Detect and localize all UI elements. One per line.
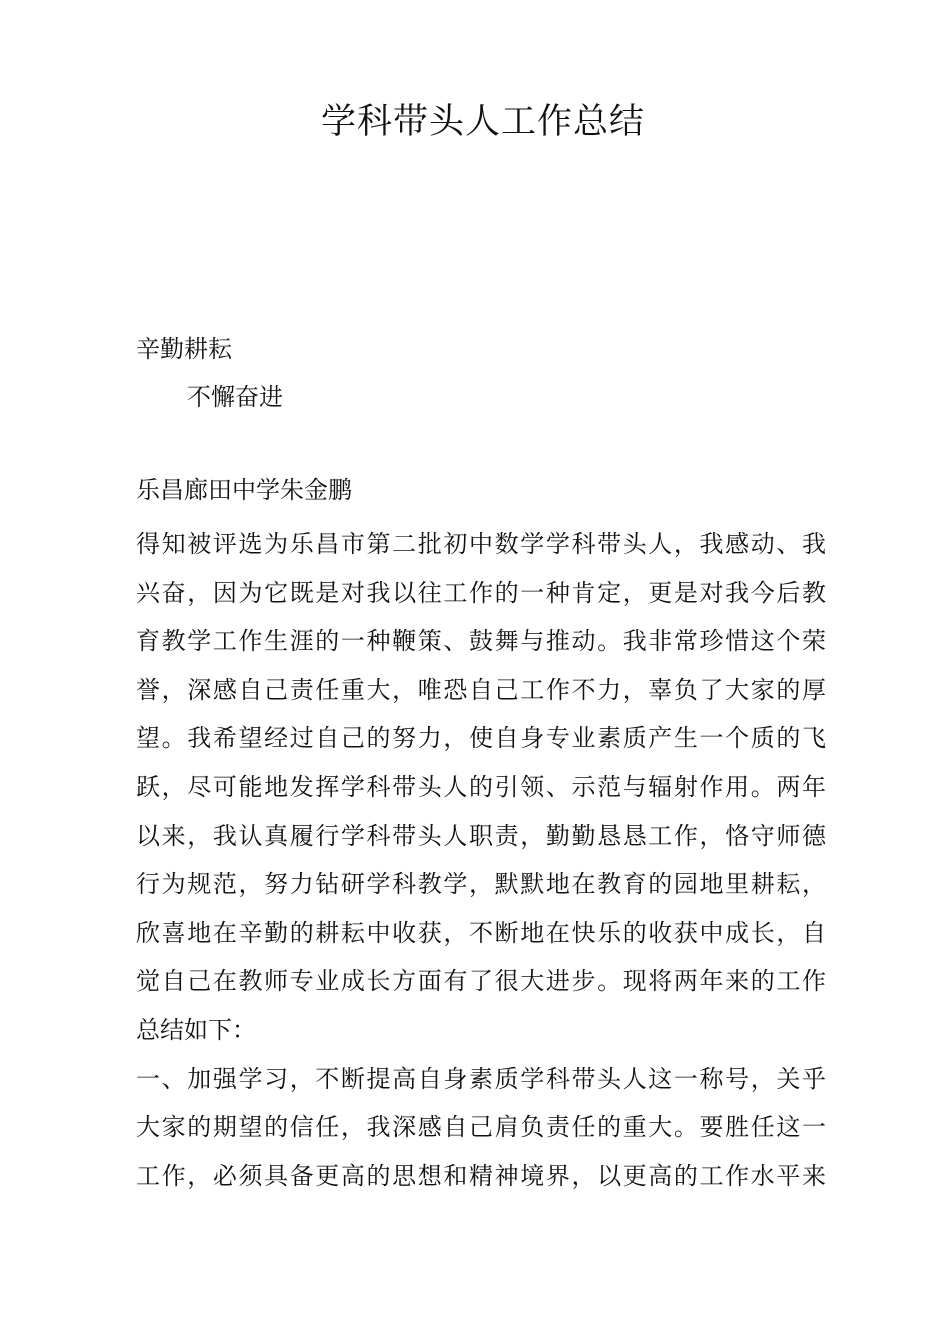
text-line: 以来，我认真履行学科带头人职责，勤勤恳恳工作，恪守师德: [136, 821, 826, 850]
text-line: 一、加强学习，不断提高自身素质学科带头人这一称号，关乎: [136, 1064, 826, 1093]
text-line: 得知被评选为乐昌市第二批初中数学学科带头人，我感动、我: [136, 530, 826, 558]
text-line: 育教学工作生涯的一种鞭策、鼓舞与推动。我非常珍惜这个荣: [136, 627, 826, 656]
paragraph-2: [136, 1055, 826, 1201]
text-line: 行为规范，努力钻研学科教学，默默地在教育的园地里耕耘，: [136, 870, 826, 899]
document-title: 学科带头人工作总结: [320, 102, 645, 142]
text-line: 大家的期望的信任，我深感自己肩负责任的重大。要胜任这一: [136, 1113, 826, 1142]
author-line: 乐昌廊田中学朱金鹏: [136, 476, 352, 504]
paragraph-1: [136, 520, 826, 1055]
text-line: 跃，尽可能地发挥学科带头人的引领、示范与辐射作用。两年: [136, 772, 826, 801]
text-line: 觉自己在教师专业成长方面有了很大进步。现将两年来的工作: [136, 967, 826, 996]
subtitle-line-2: 不懈奋进: [187, 383, 283, 411]
subtitle-line-1: 辛勤耕耘: [136, 335, 232, 363]
text-line: 总结如下：: [136, 1015, 256, 1044]
text-line: 欣喜地在辛勤的耕耘中收获，不断地在快乐的收获中成长，自: [136, 918, 826, 947]
text-line: 誉，深感自己责任重大，唯恐自己工作不力，辜负了大家的厚: [136, 675, 826, 704]
body-text: [136, 520, 826, 1200]
text-line: 望。我希望经过自己的努力，使自身专业素质产生一个质的飞: [136, 724, 826, 753]
text-line: 兴奋，因为它既是对我以往工作的一种肯定，更是对我今后教: [136, 578, 826, 607]
text-line: 工作，必须具备更高的思想和精神境界，以更高的工作水平来: [136, 1161, 826, 1190]
